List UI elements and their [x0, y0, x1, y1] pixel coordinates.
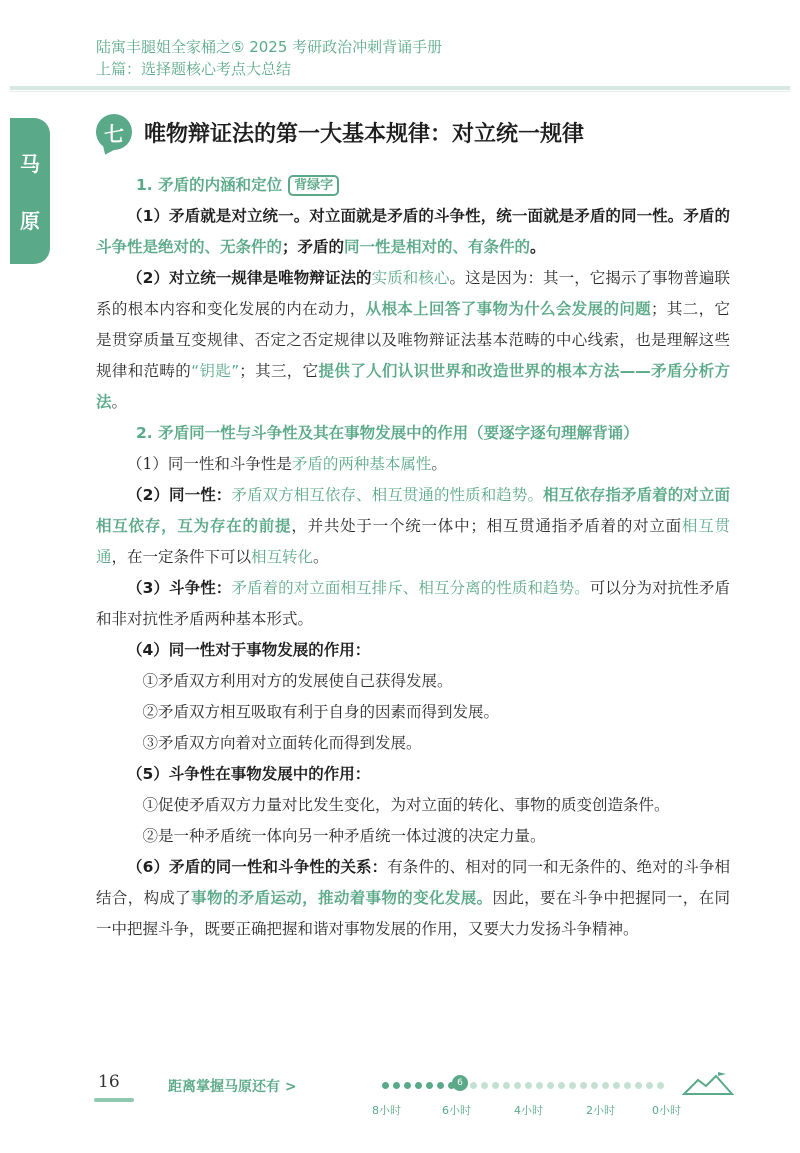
section-title — [96, 114, 584, 150]
subsection-heading: 2. 矛盾同一性与斗争性及其在事物发展中的作用（要逐字逐句理解背诵） — [136, 424, 639, 442]
paragraph: （3）斗争性：矛盾着的对立面相互排斥、相互分离的性质和趋势。可以分为对抗性矛盾和非对抗性矛盾两种基本形式。 — [96, 579, 730, 628]
hour-label: 0小时 — [652, 1104, 681, 1117]
side-chapter-tab — [10, 118, 50, 264]
progress-dot — [569, 1082, 576, 1089]
progress-dot — [492, 1082, 499, 1089]
progress-dot — [470, 1082, 477, 1089]
memorize-green-tag: 背绿字 — [288, 175, 339, 196]
page-header — [96, 36, 442, 80]
hour-label: 4小时 — [514, 1104, 543, 1117]
progress-dot — [514, 1082, 521, 1089]
progress-dot — [646, 1082, 653, 1089]
paragraph: （1）同一性和斗争性是矛盾的两种基本属性。 — [127, 455, 447, 473]
side-tab-char: 马 — [20, 152, 40, 176]
hour-label: 8小时 — [372, 1104, 401, 1117]
progress-dot — [635, 1082, 642, 1089]
progress-dot — [602, 1082, 609, 1089]
paragraph: （4）同一性对于事物发展的作用： — [127, 641, 371, 659]
paragraph: （5）斗争性在事物发展中的作用： — [127, 765, 371, 783]
progress-dot — [624, 1082, 631, 1089]
progress-dot — [393, 1082, 400, 1089]
list-item: ②矛盾双方相互吸取有利于自身的因素而得到发展。 — [142, 703, 500, 721]
progress-dot — [580, 1082, 587, 1089]
page-number-underline — [94, 1098, 134, 1102]
countdown-label: 距离掌握马原还有 > — [168, 1079, 297, 1095]
paragraph: （2）对立统一规律是唯物辩证法的实质和核心。这是因为：其一，它揭示了事物普遍联系的根本内容和变化发展的内在动力，从根本上回答了事物为什么会发展的问题；其二，它是贯穿质量互变规律、否定之否定规律以及唯物辩证法基本范畴的中心线索，也是理解这些规律和范畴的“钥匙”；其三，它提供了人们认识世界和改造世界的根本方法——矛盾分析方法。 — [96, 269, 730, 411]
progress-dot — [481, 1082, 488, 1089]
study-progress-bar — [382, 1078, 682, 1094]
progress-dot — [613, 1082, 620, 1089]
progress-dot — [536, 1082, 543, 1089]
progress-dot — [437, 1082, 444, 1089]
section-number-badge: 七 — [96, 114, 132, 150]
progress-dot — [657, 1082, 664, 1089]
mountain-icon — [682, 1072, 738, 1096]
header-book-title: 陆寓丰腿姐全家桶之⑤ 2025 考研政治冲刺背诵手册 — [96, 38, 443, 56]
progress-dot — [525, 1082, 532, 1089]
progress-dot — [547, 1082, 554, 1089]
list-item: ③矛盾双方向着对立面转化而得到发展。 — [142, 734, 422, 752]
header-divider — [10, 86, 790, 90]
side-tab-char: 原 — [20, 209, 40, 233]
list-item: ②是一种矛盾统一体向另一种矛盾统一体过渡的决定力量。 — [142, 827, 546, 845]
hour-label: 2小时 — [586, 1104, 615, 1117]
list-item: ①促使矛盾双方力量对比发生变化，为对立面的转化、事物的质变创造条件。 — [142, 796, 670, 814]
section-title-text: 唯物辩证法的第一大基本规律：对立统一规律 — [144, 121, 585, 147]
progress-dot — [558, 1082, 565, 1089]
progress-dot — [382, 1082, 389, 1089]
page-footer — [0, 1064, 800, 1124]
progress-dot — [404, 1082, 411, 1089]
progress-dot — [503, 1082, 510, 1089]
main-content — [96, 170, 730, 945]
subsection-heading — [96, 170, 730, 201]
header-part-title: 上篇：选择题核心考点大总结 — [96, 60, 292, 78]
progress-dots — [382, 1082, 664, 1089]
hour-label: 6小时 — [442, 1104, 471, 1117]
progress-dot — [426, 1082, 433, 1089]
progress-dot — [415, 1082, 422, 1089]
list-item: ①矛盾双方利用对方的发展使自己获得发展。 — [142, 672, 453, 690]
progress-dot — [591, 1082, 598, 1089]
paragraph: （6）矛盾的同一性和斗争性的关系：有条件的、相对的同一和无条件的、绝对的斗争相结合，构成了事物的矛盾运动，推动着事物的变化发展。因此，要在斗争中把握同一，在同一中把握斗争，既要正确把握和谐对事物发展的作用，又要大力发扬斗争精神。 — [96, 858, 730, 938]
paragraph: （2）同一性：矛盾双方相互依存、相互贯通的性质和趋势。相互依存指矛盾着的对立面相互依存，互为存在的前提，并共处于一个统一体中；相互贯通指矛盾着的对立面相互贯通，在一定条件下可以相互转化。 — [96, 486, 730, 566]
subsection-heading-text: 1. 矛盾的内涵和定位 — [136, 176, 283, 194]
page-number: 16 — [98, 1072, 120, 1092]
paragraph: （1）矛盾就是对立统一。对立面就是矛盾的斗争性，统一面就是矛盾的同一性。矛盾的斗争性是绝对的、无条件的；矛盾的同一性是相对的、有条件的。 — [96, 207, 730, 256]
progress-marker: 6 — [452, 1075, 468, 1091]
